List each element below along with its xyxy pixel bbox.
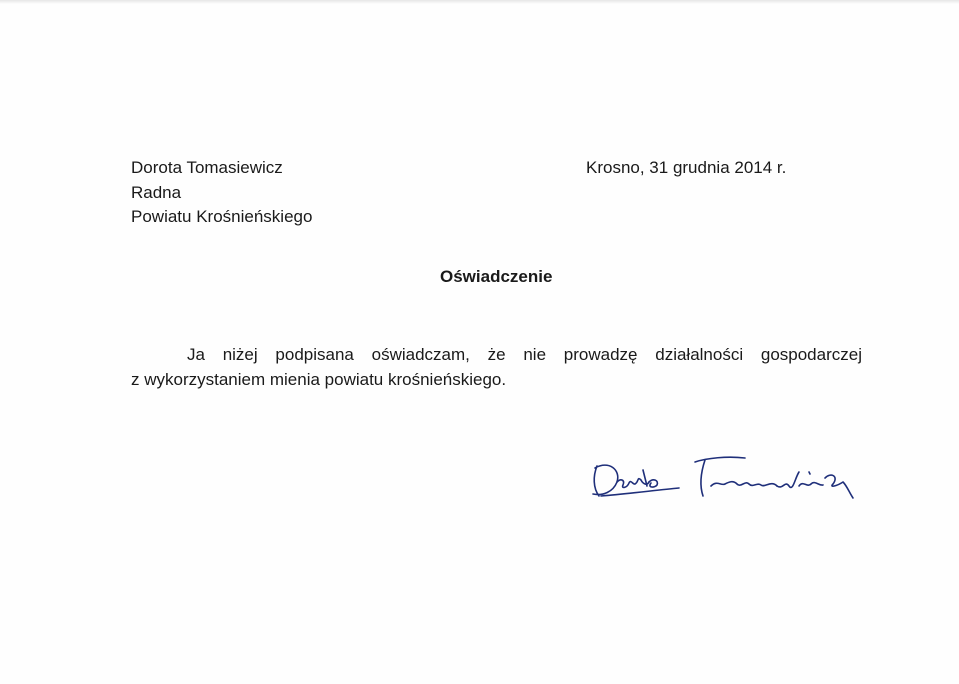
sender-office: Powiatu Krośnieńskiego [131,207,313,226]
document-title: Oświadczenie [440,267,553,286]
sender-role: Radna [131,182,182,202]
handwritten-signature [587,452,857,506]
scan-edge [0,0,959,4]
sender-block [131,156,312,230]
declaration-line-1: Ja niżej podpisana oświadczam, że nie prowadzę działalności gospodarczej [187,345,862,364]
sender-name: Dorota Tomasiewicz [131,158,283,177]
place-date: Krosno, 31 grudnia 2014 r. [586,158,787,177]
declaration-body [131,342,862,392]
declaration-line-2: z wykorzystaniem mienia powiatu krośnieńskiego. [131,370,507,389]
